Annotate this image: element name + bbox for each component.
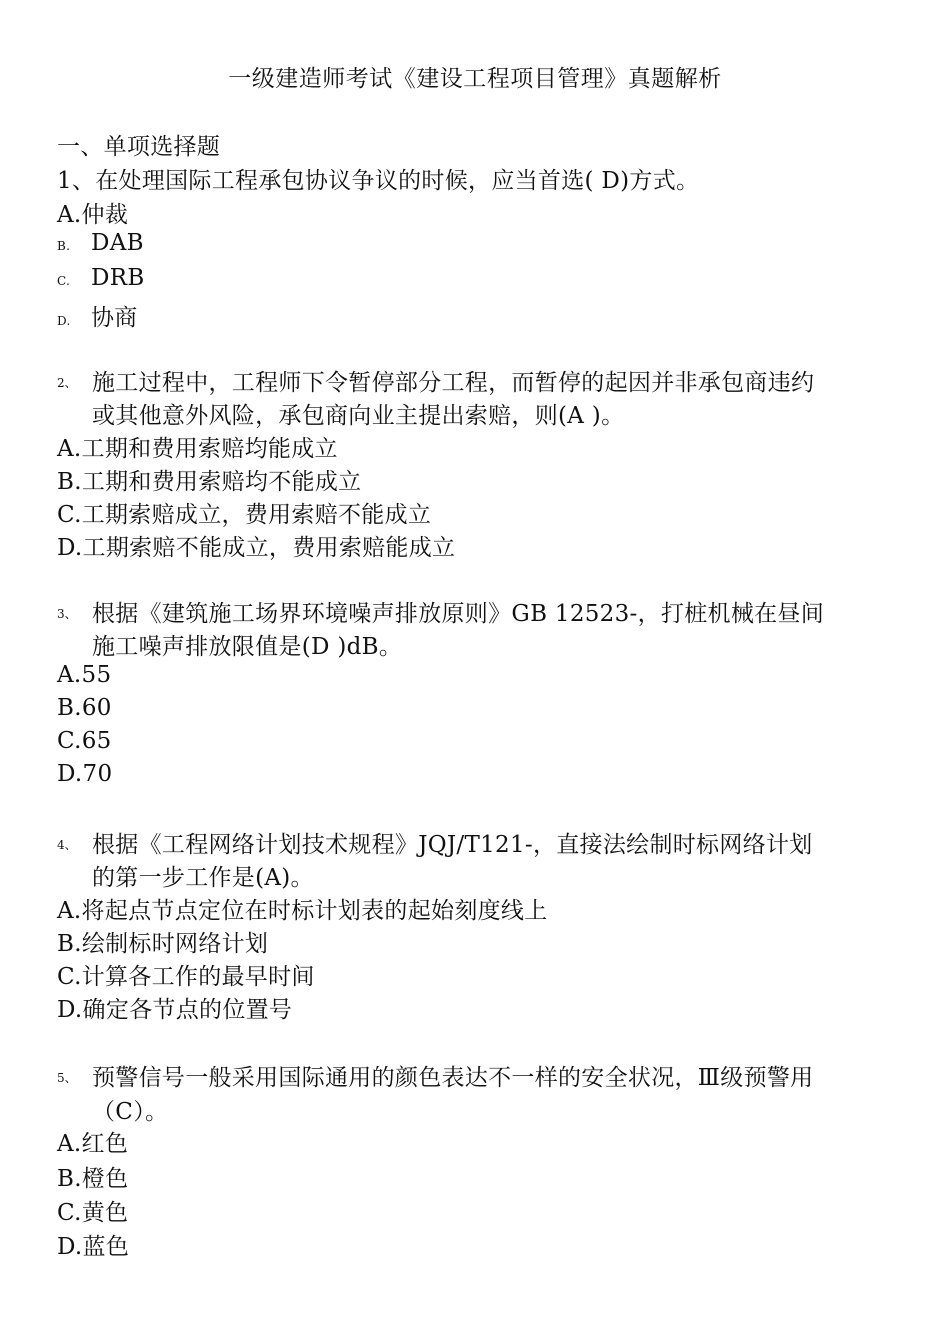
option-letter: A. <box>57 202 82 228</box>
section-heading: 一、单项选择题 <box>57 134 221 160</box>
option-text: 仲裁 <box>81 202 129 228</box>
question-2-option-b: B.工期和费用索赔均不能成立 <box>57 469 362 495</box>
question-5-stem-line-2: （C）。 <box>92 1099 169 1125</box>
question-3-option-a: A.55 <box>57 662 112 688</box>
question-1-option-d <box>57 299 138 332</box>
question-2-stem-line-2: 或其他意外风险，承包商向业主提出索赔，则(A )。 <box>92 403 625 429</box>
question-1-option-c <box>57 265 145 291</box>
question-5-stem-line-1: 预警信号一般采用国际通用的颜色表达不一样的安全状况，Ⅲ级预警用 <box>92 1065 814 1091</box>
question-4-stem-line-2: 的第一步工作是(A)。 <box>92 865 314 891</box>
document-title: 一级建造师考试《建设工程项目管理》真题解析 <box>228 66 722 92</box>
question-2-option-d: D.工期索赔不能成立，费用索赔能成立 <box>57 535 456 561</box>
option-text: DAB <box>91 230 144 256</box>
question-3-number: 3、 <box>57 607 77 621</box>
option-letter: C. <box>57 274 71 288</box>
question-3-option-c: C.65 <box>57 728 112 754</box>
question-2-number: 2、 <box>57 376 77 390</box>
question-4-number: 4、 <box>57 838 77 852</box>
question-1-option-a <box>57 196 128 229</box>
question-4-option-b: B.绘制标时网络计划 <box>57 931 269 957</box>
question-2-stem-line-1: 施工过程中，工程师下令暂停部分工程，而暂停的起因并非承包商违约 <box>92 370 815 396</box>
question-4-option-a: A.将起点节点定位在时标计划表的起始刻度线上 <box>57 898 548 924</box>
question-3-option-b: B.60 <box>57 695 112 721</box>
question-1-stem: 1、在处理国际工程承包协议争议的时候，应当首选( D)方式。 <box>57 168 700 194</box>
question-3-stem-line-2: 施工噪声排放限值是(D )dB。 <box>92 634 403 660</box>
option-letter: B. <box>57 239 71 253</box>
question-5-number: 5、 <box>57 1071 77 1085</box>
question-2-option-c: C.工期索赔成立，费用索赔不能成立 <box>57 502 432 528</box>
question-1-option-b <box>57 230 144 256</box>
question-5-option-a: A.红色 <box>57 1131 129 1157</box>
option-letter: D. <box>57 314 71 328</box>
question-3-stem-line-1: 根据《建筑施工场界环境噪声排放原则》GB 12523-，打桩机械在昼间 <box>92 601 825 627</box>
question-3-option-d: D.70 <box>57 761 113 787</box>
question-5-option-b: B.橙色 <box>57 1166 129 1192</box>
question-2-option-a: A.工期和费用索赔均能成立 <box>57 436 338 462</box>
option-text: 协商 <box>91 305 138 331</box>
question-5-option-d: D.蓝色 <box>57 1234 130 1260</box>
option-text: DRB <box>91 265 145 291</box>
question-4-option-d: D.确定各节点的位置号 <box>57 997 293 1023</box>
question-4-stem-line-1: 根据《工程网络计划技术规程》JQJ/T121-，直接法绘制时标网络计划 <box>92 832 813 858</box>
question-5-option-c: C.黄色 <box>57 1200 129 1226</box>
question-4-option-c: C.计算各工作的最早时间 <box>57 964 315 990</box>
